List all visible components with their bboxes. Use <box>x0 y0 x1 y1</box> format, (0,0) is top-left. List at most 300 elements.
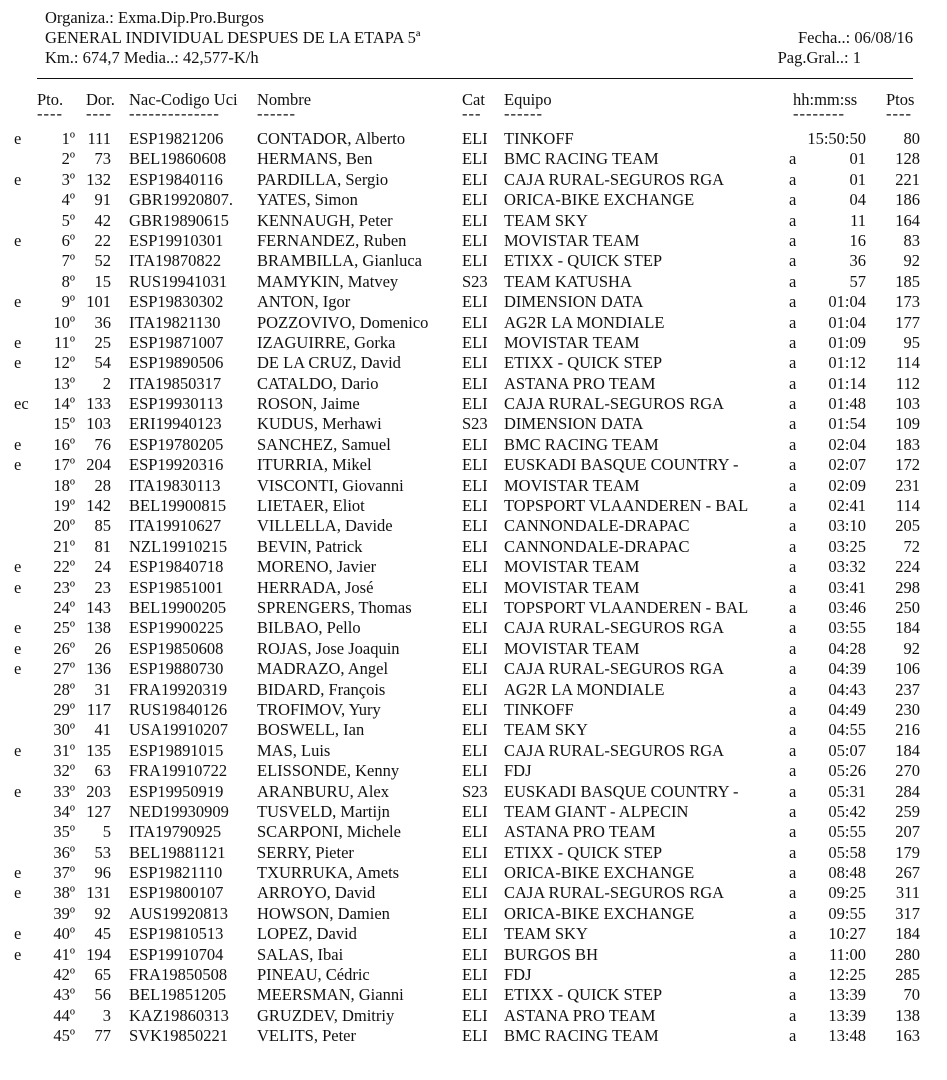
rider-position: 20º <box>53 516 75 536</box>
rider-points: 250 <box>895 597 920 617</box>
rider-category: ELI <box>462 638 488 658</box>
rider-category: ELI <box>462 740 488 760</box>
time-gap-marker: a <box>789 740 797 760</box>
rider-team: CAJA RURAL-SEGUROS RGA <box>504 618 725 638</box>
time-gap-marker: a <box>789 475 797 495</box>
rider-position: 6º <box>61 230 75 250</box>
rider-flag: e <box>14 169 22 189</box>
table-row <box>0 394 947 414</box>
rider-bib: 5 <box>102 822 111 842</box>
rider-team: ETIXX - QUICK STEP <box>504 842 663 862</box>
rider-points: 177 <box>895 312 920 332</box>
time-gap-marker: a <box>789 781 797 801</box>
table-row <box>0 822 947 842</box>
rider-uci-code: RUS19840126 <box>129 699 228 719</box>
rider-bib: 56 <box>94 985 111 1005</box>
rider-name: ANTON, Igor <box>257 292 351 312</box>
rider-time: 36 <box>849 251 866 271</box>
table-row <box>0 598 947 618</box>
rider-uci-code: GBR19920807. <box>129 190 234 210</box>
rider-flag: e <box>14 740 22 760</box>
rider-category: ELI <box>462 516 488 536</box>
rider-team: AG2R LA MONDIALE <box>504 312 665 332</box>
table-row <box>0 537 947 557</box>
rider-position: 35º <box>53 822 75 842</box>
table-row <box>0 741 947 761</box>
rider-category: ELI <box>462 496 488 516</box>
rider-bib: 42 <box>94 210 111 230</box>
rider-position: 3º <box>61 169 75 189</box>
table-row <box>0 190 947 210</box>
rider-position: 18º <box>53 475 75 495</box>
rider-uci-code: ESP19900225 <box>129 618 224 638</box>
rider-uci-code: SVK19850221 <box>129 1026 229 1046</box>
rider-time: 02:09 <box>828 475 866 495</box>
table-row <box>0 659 947 679</box>
rider-team: CAJA RURAL-SEGUROS RGA <box>504 883 725 903</box>
rider-flag: e <box>14 781 22 801</box>
table-row <box>0 1006 947 1026</box>
rider-team: EUSKADI BASQUE COUNTRY - <box>504 455 739 475</box>
rider-team: TEAM KATUSHA <box>504 271 632 291</box>
rider-name: ELISSONDE, Kenny <box>257 761 400 781</box>
rider-name: KENNAUGH, Peter <box>257 210 393 230</box>
rider-points: 164 <box>895 210 920 230</box>
rider-category: ELI <box>462 659 488 679</box>
header-rule <box>37 78 913 79</box>
time-gap-marker: a <box>789 536 797 556</box>
time-gap-marker: a <box>789 822 797 842</box>
rider-position: 36º <box>53 842 75 862</box>
rider-team: DIMENSION DATA <box>504 292 644 312</box>
rider-bib: 135 <box>86 740 111 760</box>
rider-time: 16 <box>849 230 866 250</box>
rider-position: 8º <box>61 271 75 291</box>
rider-bib: 36 <box>94 312 111 332</box>
rider-category: ELI <box>462 434 488 454</box>
table-row <box>0 516 947 536</box>
rider-time: 13:48 <box>828 1026 866 1046</box>
rider-name: BILBAO, Pello <box>257 618 361 638</box>
rider-category: S23 <box>462 414 488 434</box>
rider-name: PINEAU, Cédric <box>257 965 370 985</box>
rider-flag: e <box>14 659 22 679</box>
rider-bib: 143 <box>86 597 111 617</box>
rider-name: YATES, Simon <box>257 190 358 210</box>
rider-position: 31º <box>53 740 75 760</box>
time-gap-marker: a <box>789 985 797 1005</box>
rider-name: BEVIN, Patrick <box>257 536 363 556</box>
rider-name: SALAS, Ibai <box>257 944 344 964</box>
table-row <box>0 496 947 516</box>
rider-team: CAJA RURAL-SEGUROS RGA <box>504 740 725 760</box>
rider-category: ELI <box>462 822 488 842</box>
rider-position: 39º <box>53 903 75 923</box>
rider-name: MADRAZO, Angel <box>257 659 389 679</box>
rider-name: LIETAER, Eliot <box>257 496 365 516</box>
rider-category: ELI <box>462 475 488 495</box>
rider-bib: 73 <box>94 149 111 169</box>
table-row <box>0 476 947 496</box>
rider-bib: 23 <box>94 577 111 597</box>
rider-points: 317 <box>895 903 920 923</box>
rider-category: ELI <box>462 965 488 985</box>
table-row <box>0 1026 947 1046</box>
rider-name: BOSWELL, Ian <box>257 720 365 740</box>
time-gap-marker: a <box>789 312 797 332</box>
rider-bib: 194 <box>86 944 111 964</box>
rider-name: VELITS, Peter <box>257 1026 356 1046</box>
rider-position: 17º <box>53 455 75 475</box>
rider-uci-code: ESP19930113 <box>129 394 223 414</box>
rider-position: 26º <box>53 638 75 658</box>
rider-category: ELI <box>462 903 488 923</box>
rider-uci-code: NED19930909 <box>129 801 229 821</box>
table-row <box>0 353 947 373</box>
rider-bib: 117 <box>86 699 111 719</box>
rider-category: ELI <box>462 190 488 210</box>
rider-time: 04:55 <box>828 720 866 740</box>
rider-category: ELI <box>462 883 488 903</box>
rider-bib: 52 <box>94 251 111 271</box>
rider-name: SPRENGERS, Thomas <box>257 597 412 617</box>
table-row <box>0 333 947 353</box>
table-row <box>0 904 947 924</box>
rider-position: 45º <box>53 1026 75 1046</box>
rider-bib: 22 <box>94 230 111 250</box>
time-gap-marker: a <box>789 597 797 617</box>
table-row <box>0 782 947 802</box>
rider-team: TEAM SKY <box>504 924 588 944</box>
rider-flag: e <box>14 129 22 148</box>
time-gap-marker: a <box>789 414 797 434</box>
rider-bib: 111 <box>87 129 111 148</box>
rider-name: KUDUS, Merhawi <box>257 414 382 434</box>
rider-team: AG2R LA MONDIALE <box>504 679 665 699</box>
page-title: GENERAL INDIVIDUAL DESPUES DE LA ETAPA 5ª <box>45 28 421 47</box>
rider-points: 128 <box>895 149 920 169</box>
rider-points: 80 <box>903 129 920 148</box>
rider-time: 03:10 <box>828 516 866 536</box>
rider-bib: 131 <box>86 883 111 903</box>
rider-position: 21º <box>53 536 75 556</box>
rider-team: MOVISTAR TEAM <box>504 638 640 658</box>
rider-flag: e <box>14 924 22 944</box>
time-gap-marker: a <box>789 332 797 352</box>
rider-bib: 28 <box>94 475 111 495</box>
rider-bib: 53 <box>94 842 111 862</box>
rider-points: 163 <box>895 1026 920 1046</box>
rider-category: ELI <box>462 312 488 332</box>
rider-team: CANNONDALE-DRAPAC <box>504 536 690 556</box>
rider-name: MAS, Luis <box>257 740 331 760</box>
rider-uci-code: FRA19920319 <box>129 679 228 699</box>
rider-points: 179 <box>895 842 920 862</box>
rider-flag: e <box>14 618 22 638</box>
table-row <box>0 170 947 190</box>
time-gap-marker: a <box>789 618 797 638</box>
rider-team: MOVISTAR TEAM <box>504 332 640 352</box>
rider-position: 1º <box>61 129 75 148</box>
rider-points: 114 <box>895 353 920 373</box>
rider-name: HERMANS, Ben <box>257 149 373 169</box>
rider-category: ELI <box>462 455 488 475</box>
rider-position: 5º <box>61 210 75 230</box>
col-dash-time: -------- <box>793 104 845 123</box>
rider-position: 41º <box>53 944 75 964</box>
rider-time: 05:26 <box>828 761 866 781</box>
rider-team: TEAM SKY <box>504 210 588 230</box>
rider-points: 112 <box>895 373 920 393</box>
table-row <box>0 639 947 659</box>
rider-points: 138 <box>895 1005 920 1025</box>
rider-time: 11:00 <box>829 944 866 964</box>
rider-team: BMC RACING TEAM <box>504 1026 659 1046</box>
rider-name: LOPEZ, David <box>257 924 357 944</box>
rider-time: 10:27 <box>828 924 866 944</box>
rider-uci-code: ESP19821110 <box>129 863 223 883</box>
rider-time: 09:55 <box>828 903 866 923</box>
col-dash-equipo: ------ <box>504 104 543 123</box>
rider-time: 57 <box>849 271 866 291</box>
rider-team: MOVISTAR TEAM <box>504 475 640 495</box>
time-gap-marker: a <box>789 1026 797 1046</box>
rider-name: SANCHEZ, Samuel <box>257 434 391 454</box>
rider-points: 183 <box>895 434 920 454</box>
rider-category: ELI <box>462 699 488 719</box>
rider-team: ASTANA PRO TEAM <box>504 373 656 393</box>
time-gap-marker: a <box>789 699 797 719</box>
rider-team: TEAM GIANT - ALPECIN <box>504 801 689 821</box>
rider-uci-code: BEL19881121 <box>129 842 226 862</box>
rider-bib: 142 <box>86 496 111 516</box>
rider-category: ELI <box>462 924 488 944</box>
rider-position: 15º <box>53 414 75 434</box>
table-row <box>0 883 947 903</box>
rider-position: 29º <box>53 699 75 719</box>
rider-category: ELI <box>462 251 488 271</box>
rider-category: ELI <box>462 1005 488 1025</box>
table-row <box>0 720 947 740</box>
time-gap-marker: a <box>789 271 797 291</box>
time-gap-marker: a <box>789 169 797 189</box>
rider-points: 280 <box>895 944 920 964</box>
time-gap-marker: a <box>789 353 797 373</box>
rider-position: 33º <box>53 781 75 801</box>
rider-team: ETIXX - QUICK STEP <box>504 353 663 373</box>
rider-name: TUSVELD, Martijn <box>257 801 390 821</box>
rider-position: 12º <box>53 353 75 373</box>
rider-category: ELI <box>462 842 488 862</box>
rider-points: 231 <box>895 475 920 495</box>
rider-category: ELI <box>462 679 488 699</box>
rider-uci-code: ESP19821206 <box>129 129 224 148</box>
rider-position: 24º <box>53 597 75 617</box>
rider-points: 221 <box>895 169 920 189</box>
rider-points: 284 <box>895 781 920 801</box>
rider-points: 72 <box>903 536 920 556</box>
rider-bib: 15 <box>94 271 111 291</box>
rider-team: BMC RACING TEAM <box>504 149 659 169</box>
rider-time: 15:50:50 <box>807 129 866 148</box>
rider-points: 311 <box>895 883 920 903</box>
rider-bib: 41 <box>94 720 111 740</box>
time-gap-marker: a <box>789 373 797 393</box>
rider-team: DIMENSION DATA <box>504 414 644 434</box>
rider-time: 04:43 <box>828 679 866 699</box>
rider-flag: e <box>14 557 22 577</box>
rider-team: BURGOS BH <box>504 944 598 964</box>
rider-position: 13º <box>53 373 75 393</box>
rider-category: ELI <box>462 394 488 414</box>
rider-position: 30º <box>53 720 75 740</box>
rider-time: 03:46 <box>828 597 866 617</box>
rider-uci-code: ESP19891015 <box>129 740 224 760</box>
classification-table <box>0 129 947 1047</box>
rider-category: ELI <box>462 149 488 169</box>
time-gap-marker: a <box>789 434 797 454</box>
rider-name: BIDARD, François <box>257 679 386 699</box>
rider-bib: 45 <box>94 924 111 944</box>
time-gap-marker: a <box>789 659 797 679</box>
time-gap-marker: a <box>789 516 797 536</box>
rider-bib: 3 <box>102 1005 111 1025</box>
rider-team: ETIXX - QUICK STEP <box>504 251 663 271</box>
page-number-label: Pag.Gral..: 1 <box>777 48 861 67</box>
rider-uci-code: ESP19780205 <box>129 434 224 454</box>
table-row <box>0 680 947 700</box>
rider-team: MOVISTAR TEAM <box>504 557 640 577</box>
rider-uci-code: NZL19910215 <box>129 536 228 556</box>
rider-team: TINKOFF <box>504 699 574 719</box>
rider-bib: 65 <box>94 965 111 985</box>
rider-points: 185 <box>895 271 920 291</box>
rider-position: 22º <box>53 557 75 577</box>
rider-team: CAJA RURAL-SEGUROS RGA <box>504 169 725 189</box>
rider-name: HERRADA, José <box>257 577 374 597</box>
rider-position: 28º <box>53 679 75 699</box>
rider-name: MEERSMAN, Gianni <box>257 985 404 1005</box>
rider-position: 7º <box>61 251 75 271</box>
rider-points: 184 <box>895 740 920 760</box>
time-gap-marker: a <box>789 496 797 516</box>
rider-time: 13:39 <box>828 985 866 1005</box>
time-gap-marker: a <box>789 761 797 781</box>
rider-name: SERRY, Pieter <box>257 842 354 862</box>
rider-time: 09:25 <box>828 883 866 903</box>
rider-uci-code: ESP19830302 <box>129 292 224 312</box>
rider-time: 13:39 <box>828 1005 866 1025</box>
rider-category: ELI <box>462 597 488 617</box>
rider-flag: e <box>14 292 22 312</box>
col-header-time: hh:mm:ss <box>793 90 858 109</box>
rider-position: 34º <box>53 801 75 821</box>
rider-position: 27º <box>53 659 75 679</box>
rider-points: 205 <box>895 516 920 536</box>
rider-time: 01:09 <box>828 332 866 352</box>
rider-uci-code: ITA19821130 <box>129 312 221 332</box>
rider-time: 01:12 <box>828 353 866 373</box>
time-gap-marker: a <box>789 679 797 699</box>
rider-points: 92 <box>903 638 920 658</box>
rider-name: VISCONTI, Giovanni <box>257 475 404 495</box>
table-row <box>0 945 947 965</box>
rider-team: MOVISTAR TEAM <box>504 230 640 250</box>
time-gap-marker: a <box>789 863 797 883</box>
col-header-pto: Pto. <box>37 90 64 109</box>
rider-time: 05:58 <box>828 842 866 862</box>
time-gap-marker: a <box>789 883 797 903</box>
rider-uci-code: ESP19810513 <box>129 924 224 944</box>
col-dash-nombre: ------ <box>257 104 296 123</box>
rider-name: POZZOVIVO, Domenico <box>257 312 429 332</box>
rider-points: 106 <box>895 659 920 679</box>
time-gap-marker: a <box>789 944 797 964</box>
rider-time: 03:32 <box>828 557 866 577</box>
table-row <box>0 272 947 292</box>
rider-category: ELI <box>462 373 488 393</box>
table-row <box>0 965 947 985</box>
time-gap-marker: a <box>789 394 797 414</box>
rider-category: S23 <box>462 781 488 801</box>
col-header-equipo: Equipo <box>504 90 552 109</box>
time-gap-marker: a <box>789 292 797 312</box>
rider-points: 103 <box>895 394 920 414</box>
rider-time: 01:54 <box>828 414 866 434</box>
rider-category: ELI <box>462 720 488 740</box>
rider-points: 270 <box>895 761 920 781</box>
rider-category: ELI <box>462 761 488 781</box>
rider-time: 04:49 <box>828 699 866 719</box>
time-gap-marker: a <box>789 638 797 658</box>
rider-team: CAJA RURAL-SEGUROS RGA <box>504 659 725 679</box>
rider-flag: e <box>14 230 22 250</box>
rider-flag: e <box>14 944 22 964</box>
rider-team: EUSKADI BASQUE COUNTRY - <box>504 781 739 801</box>
time-gap-marker: a <box>789 720 797 740</box>
rider-time: 11 <box>850 210 866 230</box>
rider-uci-code: ESP19840718 <box>129 557 224 577</box>
table-row <box>0 761 947 781</box>
rider-time: 12:25 <box>828 965 866 985</box>
rider-bib: 85 <box>94 516 111 536</box>
rider-uci-code: BEL19900205 <box>129 597 227 617</box>
rider-uci-code: ESP19840116 <box>129 169 223 189</box>
rider-uci-code: ESP19950919 <box>129 781 224 801</box>
time-gap-marker: a <box>789 842 797 862</box>
rider-bib: 25 <box>94 332 111 352</box>
rider-category: ELI <box>462 169 488 189</box>
rider-bib: 103 <box>86 414 111 434</box>
rider-team: TINKOFF <box>504 129 574 148</box>
rider-name: BRAMBILLA, Gianluca <box>257 251 422 271</box>
rider-time: 01 <box>849 169 866 189</box>
rider-bib: 127 <box>86 801 111 821</box>
rider-uci-code: ESP19910704 <box>129 944 224 964</box>
rider-time: 02:04 <box>828 434 866 454</box>
rider-team: BMC RACING TEAM <box>504 434 659 454</box>
rider-points: 186 <box>895 190 920 210</box>
rider-name: CONTADOR, Alberto <box>257 129 406 148</box>
rider-uci-code: ITA19870822 <box>129 251 222 271</box>
rider-time: 04 <box>849 190 866 210</box>
rider-name: HOWSON, Damien <box>257 903 390 923</box>
rider-uci-code: USA19910207 <box>129 720 229 740</box>
rider-uci-code: ERI19940123 <box>129 414 222 434</box>
rider-bib: 91 <box>94 190 111 210</box>
time-gap-marker: a <box>789 190 797 210</box>
rider-category: ELI <box>462 801 488 821</box>
